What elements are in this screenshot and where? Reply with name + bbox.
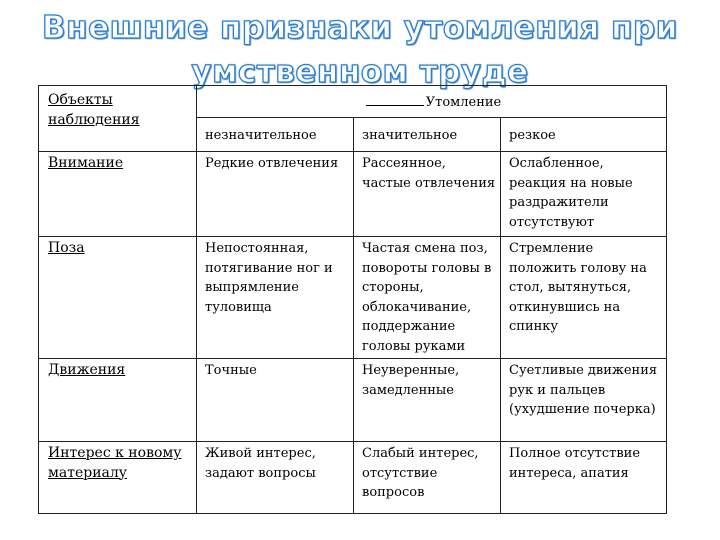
table-row	[39, 237, 667, 359]
cell-text: Точные	[205, 363, 257, 378]
corner-header-cell	[39, 86, 197, 152]
table-cell	[501, 237, 667, 359]
table-row	[39, 359, 667, 442]
table-cell	[197, 442, 354, 514]
table-row	[39, 152, 667, 237]
subheader-label: значительное	[362, 128, 458, 143]
table-row	[39, 442, 667, 514]
subheader-label: резкое	[509, 128, 556, 143]
header-underline-decoration	[366, 92, 424, 106]
cell-text: Рассеянное, частые отвлечения	[362, 156, 496, 191]
fatigue-table	[38, 85, 667, 514]
row-object-cell	[39, 442, 197, 514]
row-object-label: Интерес к новому материалу	[48, 445, 182, 481]
row-object-label: Поза	[48, 240, 85, 256]
group-header-cell	[197, 86, 667, 118]
corner-header-label: Объекты наблюдения	[48, 92, 140, 128]
group-header-label: Утомление	[425, 95, 502, 110]
cell-text: Частая смена поз, повороты головы в стороны, облокачивание, поддержание головы руками	[362, 241, 492, 354]
subheader-label: незначительное	[205, 128, 317, 143]
table-cell	[501, 442, 667, 514]
table-cell	[501, 152, 667, 237]
table-cell	[354, 359, 501, 442]
cell-text: Живой интерес, задают вопросы	[205, 446, 316, 481]
row-object-cell	[39, 152, 197, 237]
table-cell	[501, 359, 667, 442]
cell-text: Стремление положить голову на стол, вытянуться, откинувшись на спинку	[509, 241, 647, 334]
cell-text: Неуверенные, замедленные	[362, 363, 460, 398]
table-cell	[197, 359, 354, 442]
row-object-cell	[39, 359, 197, 442]
table-cell	[197, 152, 354, 237]
table-cell	[354, 442, 501, 514]
row-object-label: Внимание	[48, 155, 124, 171]
cell-text: Непостоянная, потягивание ног и выпрямление туловища	[205, 241, 333, 315]
table-cell	[354, 152, 501, 237]
table-header-row	[39, 86, 667, 118]
row-object-label: Движения	[48, 362, 126, 378]
cell-text: Ослабленное, реакция на новые раздражители отсутствуют	[509, 156, 633, 230]
subheader-cell	[197, 118, 354, 152]
row-object-cell	[39, 237, 197, 359]
cell-text: Суетливые движения рук и пальцев (ухудшение почерка)	[509, 363, 658, 417]
table-cell	[354, 237, 501, 359]
page-title: Внешние признаки утомления при умственном труде	[42, 10, 678, 90]
cell-text: Полное отсутствие интереса, апатия	[509, 446, 641, 481]
cell-text: Редкие отвлечения	[205, 156, 339, 171]
subheader-cell	[354, 118, 501, 152]
table-cell	[197, 237, 354, 359]
subheader-cell	[501, 118, 667, 152]
cell-text: Слабый интерес, отсутствие вопросов	[362, 446, 479, 500]
